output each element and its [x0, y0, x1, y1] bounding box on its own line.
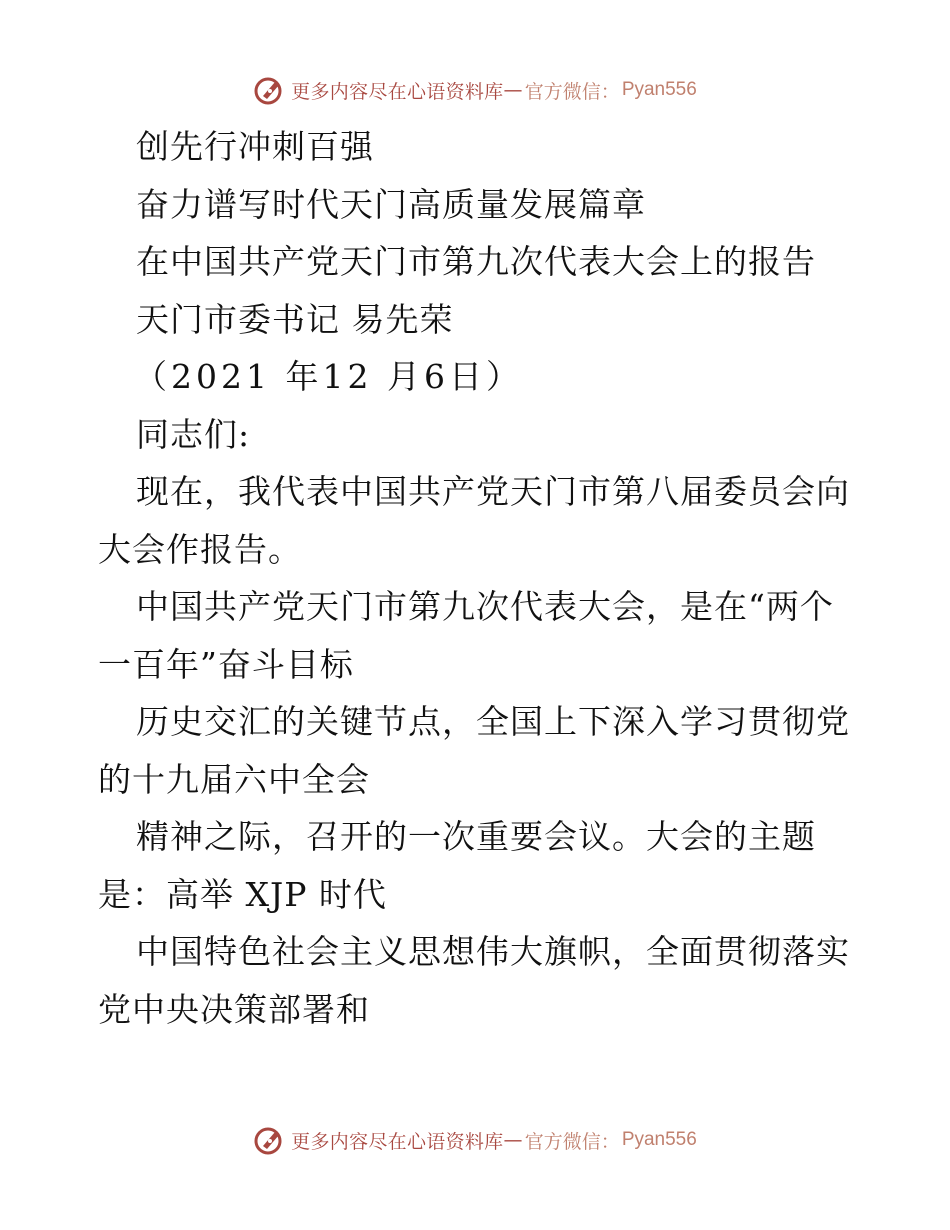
watermark-wechat-label: 官方微信： — [524, 1130, 620, 1153]
body-paragraph: 现在，我代表中国共产党天门市第八届委员会向大会作报告。 — [98, 472, 850, 569]
watermark-site-text: 更多内容尽在心语资料库 — [291, 80, 504, 103]
pen-nib-circle-icon — [253, 74, 285, 106]
watermark-wechat-id: Pyan556 — [621, 1129, 697, 1150]
salutation: 同志们: — [136, 414, 251, 454]
watermark-site-text: 更多内容尽在心语资料库 — [291, 1130, 504, 1153]
body-paragraph: 中国共产党天门市第九次代表大会，是在“两个一百年”奋斗目标 — [98, 587, 834, 684]
title-line-2: 奋力谱写时代天门高质量发展篇章 — [136, 184, 646, 224]
body-paragraph: 精神之际，召开的一次重要会议。大会的主题是：高举 XJP 时代 — [98, 817, 816, 914]
watermark-dash: — — [503, 79, 523, 101]
pen-nib-circle-icon — [253, 1124, 285, 1156]
watermark-wechat-label: 官方微信： — [524, 80, 620, 103]
watermark-footer — [0, 1120, 950, 1160]
watermark-dash: — — [503, 1129, 523, 1151]
document-body — [98, 118, 858, 1038]
watermark-header — [0, 70, 950, 110]
report-date: （2021 年12 月6日） — [134, 357, 523, 396]
body-paragraph: 历史交汇的关键节点，全国上下深入学习贯彻党的十九届六中全会 — [98, 702, 850, 799]
watermark-wechat-id: Pyan556 — [621, 79, 697, 100]
report-subtitle: 在中国共产党天门市第九次代表大会上的报告 — [136, 242, 816, 281]
title-line-1: 创先行冲刺百强 — [136, 127, 374, 166]
body-paragraph: 中国特色社会主义思想伟大旗帜，全面贯彻落实党中央决策部署和 — [98, 932, 850, 1029]
author-line: 天门市委书记 易先荣 — [136, 299, 454, 339]
